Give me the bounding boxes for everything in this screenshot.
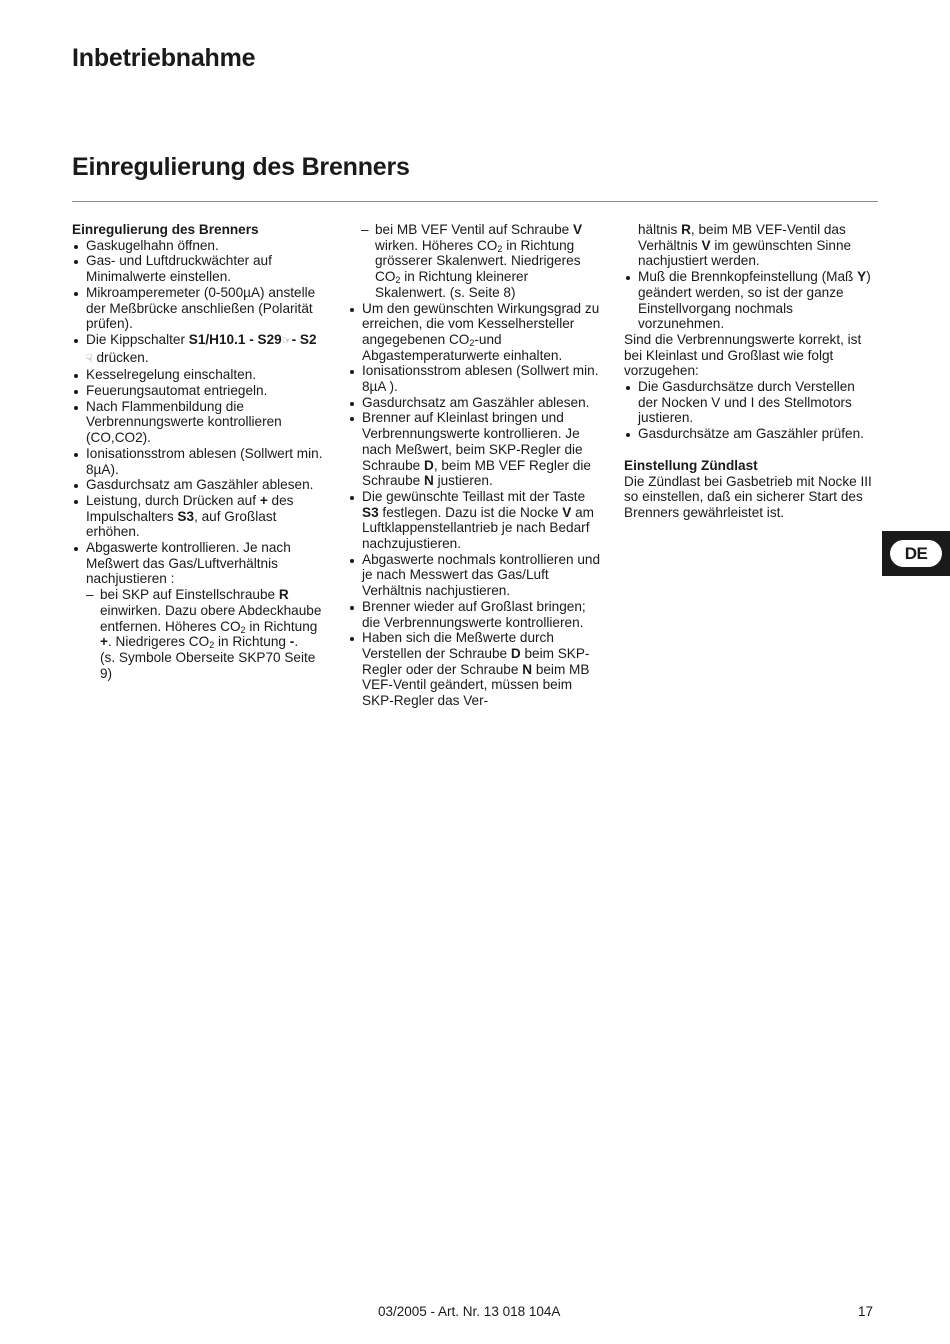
text: einwirken. Dazu obere Abdeckhaube entfernen. Höheres CO (100, 602, 322, 634)
text: . Niedrigeres CO (107, 634, 210, 650)
text: justieren. (437, 473, 493, 489)
paragraph: Die Zündlast bei Gasbetrieb mit Nocke III so einstellen, daß ein sicherer Start des Brenners gewährleistet ist. (624, 473, 872, 520)
list-item: Gasdurchsatz am Gaszähler ablesen. (72, 477, 324, 493)
text: Um den gewünschten Wirkungsgrad zu erreichen, die vom Kesselhersteller angegebenen CO (362, 300, 600, 347)
list-item (624, 269, 878, 332)
page-number: 17 (858, 1304, 874, 1319)
list-item: Gas- und Luftdruckwächter auf Minimalwerte einstellen. (72, 253, 324, 284)
language-tab-label: DE (890, 540, 942, 567)
list-item: Gasdurchsatz am Gaszähler ablesen. (348, 395, 602, 411)
continued-text (624, 222, 878, 269)
text: N (522, 661, 533, 677)
text: + (259, 492, 268, 508)
text: + (100, 634, 108, 650)
text: Muß die Brennkopfeinstellung (Maß (638, 269, 854, 285)
column-heading: Einregulierung des Brenners (72, 222, 259, 237)
text: festlegen. Dazu ist die Nocke (382, 504, 559, 520)
column-2 (348, 222, 602, 709)
subheading: Einstellung Zündlast (624, 457, 758, 473)
hand-up-icon: ☞ (281, 334, 292, 347)
list-item: Ionisationsstrom ablesen (Sollwert min. 8µA). (72, 446, 324, 477)
list-item (348, 301, 602, 364)
text: in Richtung (217, 634, 286, 650)
instruction-list (72, 238, 324, 682)
text: Die Kippschalter (86, 331, 185, 347)
subscript: 2 (395, 275, 401, 286)
text: S3 (177, 508, 195, 524)
subscript: 2 (240, 624, 246, 635)
list-item: Kesselregelung einschalten. (72, 367, 324, 383)
text: Leistung, durch Drücken auf (86, 492, 257, 508)
subscript: 2 (497, 243, 503, 254)
list-item: Brenner wieder auf Großlast bringen; die Verbrennungswerte kontrollieren. (348, 599, 602, 630)
list-item (348, 410, 602, 489)
paragraph: Sind die Verbrennungswerte korrekt, ist bei Kleinlast und Großlast wie folgt vorzugehen: (624, 331, 862, 379)
text: Haben sich die Meßwerte durch Verstellen der Schraube (362, 630, 554, 661)
footer-reference: 03/2005 - Art. Nr. 13 018 104A (378, 1304, 561, 1319)
text: N (423, 473, 434, 489)
text: wirken. Höheres CO (375, 237, 498, 253)
list-item: Gaskugelhahn öffnen. (72, 238, 324, 254)
language-tab (882, 531, 950, 576)
text: bei SKP auf Einstellschraube (100, 587, 276, 603)
column-3 (624, 222, 878, 521)
section-title: Einregulierung des Brenners (72, 153, 410, 181)
page-title: Inbetriebnahme (72, 44, 256, 72)
text: , beim MB VEF Regler die Schraube (362, 457, 591, 489)
list-item (72, 493, 324, 540)
text: beim MB VEF-Ventil geändert, müssen beim SKP-Regler das Ver- (362, 661, 590, 709)
text: Die gewünschte Teillast mit der Taste (362, 488, 586, 504)
list-item: Die Gasdurchsätze durch Verstellen der Nocken V und I des Stellmotors justieren. (624, 379, 878, 426)
text: , auf Großlast erhöhen. (86, 508, 277, 540)
text: in Richtung (249, 618, 318, 634)
text: - (291, 331, 297, 347)
text: hältnis (638, 222, 678, 237)
text: -und Abgastemperaturwerte einhalten. (362, 331, 563, 363)
text: V (572, 222, 583, 237)
sub-list-item (348, 222, 602, 301)
text: des Impulschalters (86, 492, 294, 524)
instruction-list (348, 222, 602, 709)
text: beim SKP-Regler oder der Schraube (362, 645, 590, 677)
list-item: Gasdurchsätze am Gaszähler prüfen. (624, 426, 878, 442)
sub-list (72, 587, 324, 681)
section-divider (72, 201, 878, 202)
column-1 (72, 222, 324, 681)
text: in Richtung grösserer Skalenwert. Niedrigeres CO (375, 237, 581, 285)
list-item: Ionisationsstrom ablesen (Sollwert min. 8µA ). (348, 363, 602, 394)
text: . (294, 634, 299, 650)
text: drücken. (96, 349, 149, 365)
text: am Luftklappenstellantrieb je nach Bedarf nachzujustieren. (362, 504, 595, 552)
list-item: Abgaswerte nochmals kontrollieren und je nach Messwert das Gas/Luft Verhältnis nachjustieren. (348, 552, 602, 599)
list-item: Mikroamperemeter (0-500µA) anstelle der Meßbrücke anschließen (Polarität prüfen). (72, 285, 324, 332)
switch-label: S1/H10.1 - S29 (188, 331, 282, 347)
subscript: 2 (209, 640, 215, 651)
list-item: Feuerungsautomat entriegeln. (72, 383, 324, 399)
text: in Richtung kleinerer Skalenwert. (s. Seite 8) (375, 269, 529, 300)
text: R (278, 587, 289, 603)
text: D (423, 457, 434, 473)
instruction-list (624, 269, 878, 332)
text: D (510, 645, 521, 661)
text: V (562, 504, 572, 520)
text: S3 (362, 504, 379, 520)
instruction-list (624, 379, 878, 442)
subscript: 2 (469, 337, 475, 348)
text: Brenner auf Kleinlast bringen und Verbrennungswerte kontrollieren. Je nach Meßwert, beim SKP-Regler die Schraube (362, 410, 583, 473)
list-item (72, 332, 324, 367)
switch-label: S2 (299, 331, 317, 347)
list-item: Nach Flammenbildung die Verbrennungswerte kontrollieren (CO,CO2). (72, 399, 324, 446)
text: (s. Symbole Oberseite SKP70 Seite 9) (100, 649, 316, 681)
text: bei MB VEF Ventil auf Schraube (375, 222, 570, 237)
list-item (72, 540, 324, 681)
text: - (289, 634, 295, 650)
text: Y (857, 269, 867, 285)
text: Abgaswerte kontrollieren. Je nach Meßwert das Gas/Luftverhältnis nachjustieren : (86, 540, 291, 587)
text: , beim MB VEF-Ventil das Verhältnis (638, 222, 846, 253)
text: V (701, 237, 711, 253)
list-item (348, 489, 602, 552)
hand-down-icon: ☟ (86, 352, 93, 365)
text: ) geändert werden, so ist der ganze Einstellvorgang nochmals vorzunehmen. (638, 269, 871, 332)
list-item (348, 630, 602, 709)
sub-list-item (72, 587, 324, 681)
text: R (681, 222, 691, 237)
text: im gewünschten Sinne nachjustiert werden. (638, 237, 852, 269)
